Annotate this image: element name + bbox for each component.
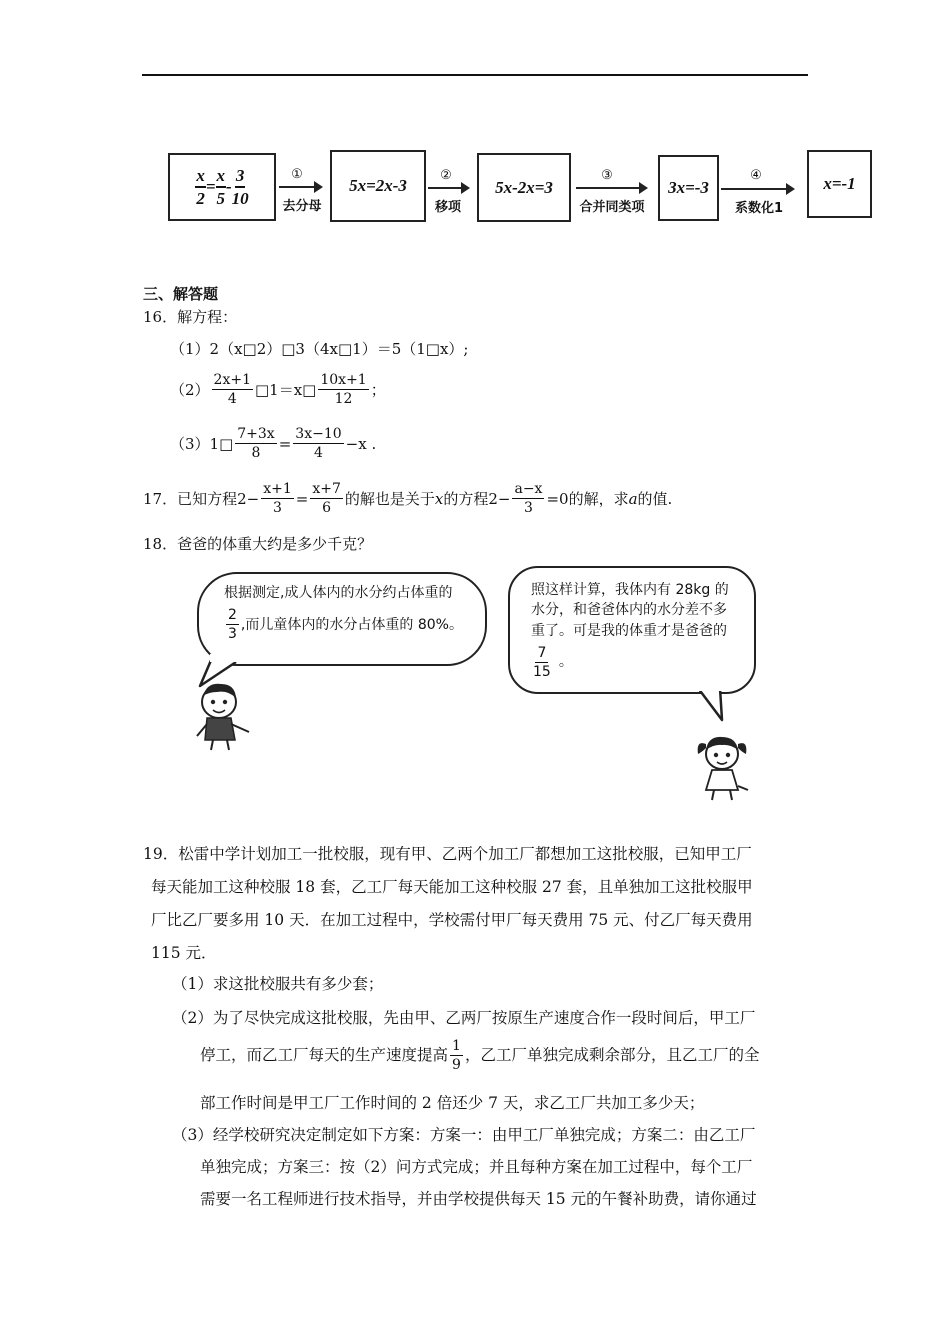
flow-box-solution: x=-1: [807, 150, 872, 218]
q19-part2-line1: （2）为了尽快完成这批校服，先由甲、乙两厂按原生产速度合作一段时间后，甲工厂: [172, 1009, 756, 1027]
q19-part3-line3: 需要一名工程师进行技术指导，并由学校提供每天 15 元的午餐补助费，请你通过: [200, 1190, 757, 1208]
flow-box-original-equation: $\frac{x}{2}$ = $\frac{x}{5}$ - $\frac{3}{10}$: [168, 153, 276, 221]
step-2-arrow: [428, 187, 468, 189]
boy-cartoon-icon: [195, 680, 257, 752]
flow-box-combine-terms: 3x=-3: [658, 155, 719, 221]
step-3-number: ③: [601, 168, 613, 183]
q19-stem: 19．松雷中学计划加工一批校服，现有甲、乙两个加工厂都想加工这批校服，已知甲工厂 每天能加工这种校服 18 套，乙工厂每天能加工这种校服 27 套，且单独加工这批校服甲 厂比乙厂要多用 10 天．在加工过程中，学校需付甲厂每天费用 75 元、付乙厂每天费用 115 元．: [143, 845, 753, 962]
q19-part2-line2: 停工，而乙工厂每天的生产速度提高 $\frac{1}{9}$ ，乙工厂单独完成剩余部分，且乙工厂的全: [200, 1038, 760, 1074]
q19-part2-line3: 部工作时间是甲工厂工作时间的 2 倍还少 7 天，求乙工厂共加工多少天；: [200, 1094, 705, 1112]
step-4-arrow: [721, 188, 793, 190]
step-1-arrow: [279, 186, 321, 188]
step-1-number: ①: [291, 167, 303, 182]
bubble-boy-fraction: $\frac{2}{3}$: [228, 607, 237, 643]
step-4-label: 系数化1: [734, 201, 784, 216]
q19-fraction-1-9: $\frac{1}{9}$: [452, 1038, 461, 1074]
step-1-label: 去分母: [282, 199, 322, 214]
q16-part1: （1）2（x□2）□3（4x□1）＝5（1□x）;: [170, 340, 469, 358]
speech-bubble-girl-tail: [690, 680, 740, 730]
q18-stem: 18．爸爸的体重大约是多少千克？: [143, 535, 373, 553]
q16-p2-fraction-1: $\frac{2x+1}{4}$: [213, 372, 251, 408]
q16-p3-fraction-1: $\frac{7+3x}{8}$: [237, 426, 275, 462]
step-2-number: ②: [440, 168, 452, 183]
q16-part2: （2） $\frac{2x+1}{4}$ □1＝x□ $\frac{10x+1}{12}$ ；: [170, 372, 386, 408]
fraction-x-over-2: $\frac{x}{2}$: [196, 166, 205, 208]
section-title: 三、解答题: [143, 285, 219, 303]
step-3-label: 合并同类项: [579, 200, 645, 215]
flow-box-clear-denominators: 5x=2x-3: [330, 150, 426, 222]
q19-part3-line1: （3）经学校研究决定制定如下方案：方案一：由甲工厂单独完成；方案二：由乙工厂: [172, 1126, 756, 1144]
q17-fraction-3: $\frac{a-x}{3}$: [514, 481, 543, 517]
q16-stem: 16．解方程：: [143, 308, 238, 326]
speech-bubble-girl-text: 照这样计算，我体内有 28kg 的 水分，和爸爸体内的水分差不多 重了。可是我的体重才是爸爸的 $\frac{7}{15}$ 。: [531, 582, 729, 680]
flow-box-transpose: 5x-2x=3: [477, 153, 571, 222]
q19-part3-line2: 单独完成；方案三：按（2）问方式完成；并且每种方案在加工过程中，每个工厂: [200, 1158, 753, 1176]
q17-fraction-1: $\frac{x+1}{3}$: [263, 481, 292, 517]
fraction-x-over-5: $\frac{x}{5}$: [216, 166, 225, 208]
q17-question: 17．已知方程2− $\frac{x+1}{3}$ = $\frac{x+7}{6}$ 的解也是关于 x 的方程2− $\frac{a-x}{3}$ =0的解，求 a 的值.: [143, 481, 673, 517]
step-2-label: 移项: [434, 200, 461, 215]
speech-bubble-boy-text: 根据测定,成人体内的水分约占体重的 $\frac{2}{3}$ ,而儿童体内的水分占体重的 80%。: [224, 585, 463, 643]
fraction-3-over-10: $\frac{3}{10}$: [231, 166, 249, 208]
step-3-arrow: [576, 187, 646, 189]
q16-p3-fraction-2: $\frac{3x-10}{4}$: [295, 426, 342, 462]
q17-fraction-2: $\frac{x+7}{6}$: [312, 481, 341, 517]
bubble-girl-fraction: $\frac{7}{15}$: [533, 644, 551, 680]
header-rule: [142, 74, 808, 76]
q19-part1: （1）求这批校服共有多少套；: [172, 975, 384, 993]
step-4-number: ④: [750, 168, 762, 183]
q16-part3: （3）1□ $\frac{7+3x}{8}$ = $\frac{3x-10}{4}$ −x .: [170, 426, 377, 462]
q16-p2-fraction-2: $\frac{10x+1}{12}$: [320, 372, 367, 408]
girl-cartoon-icon: [692, 730, 756, 802]
